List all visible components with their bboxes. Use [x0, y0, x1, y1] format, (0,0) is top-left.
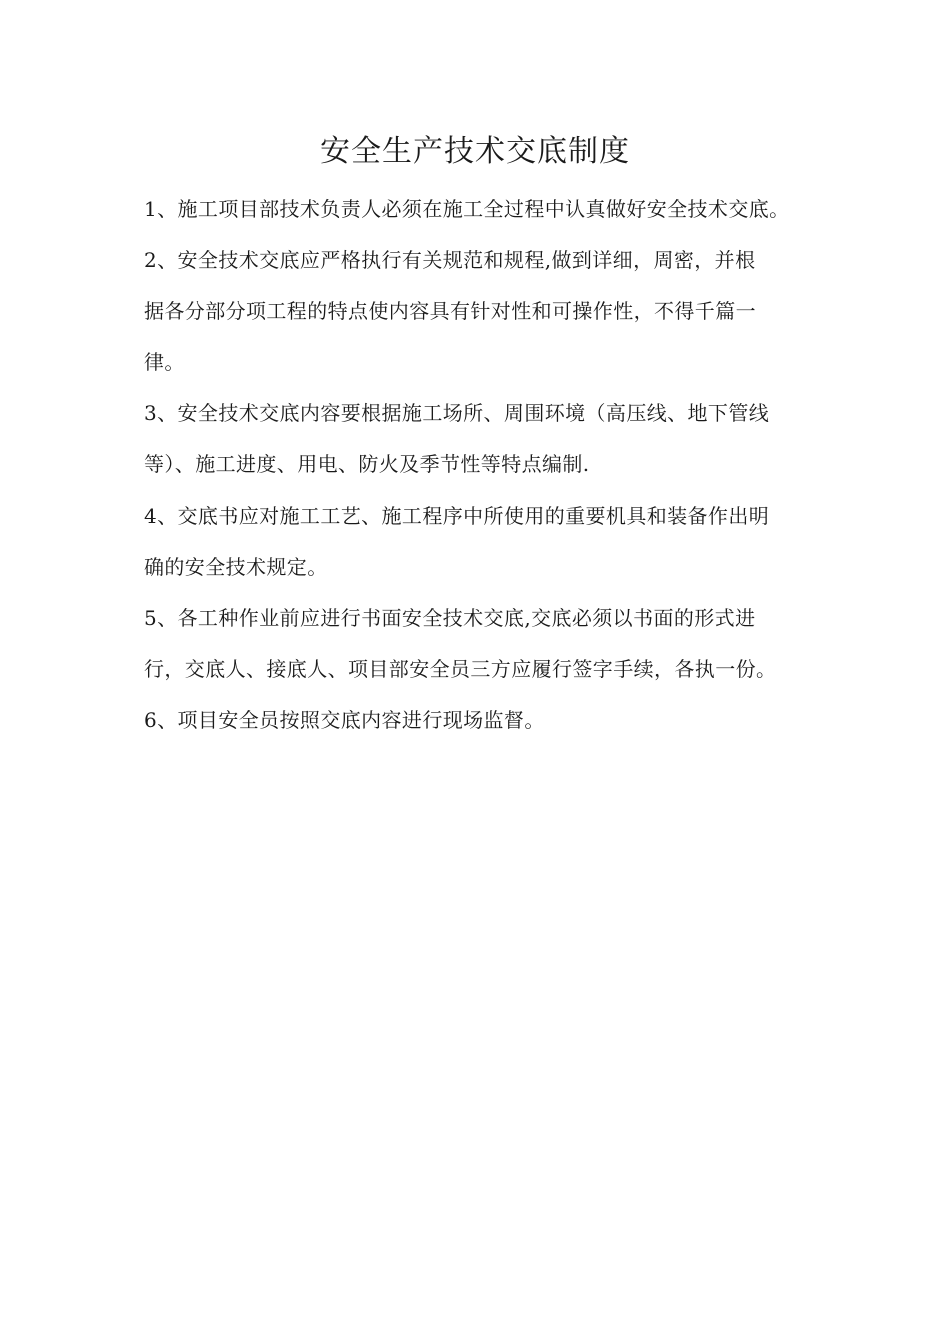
text-line-5: 3、安全技术交底内容要根据施工场所、周围环境（高压线、地下管线 [144, 401, 770, 425]
document-title: 安全生产技术交底制度 [320, 134, 630, 169]
text-line-2: 2、安全技术交底应严格执行有关规范和规程,做到详细，周密，并根 [144, 248, 756, 272]
text-line-10: 行，交底人、接底人、项目部安全员三方应履行签字手续，各执一份。 [144, 657, 777, 681]
text-line-6: 等）、施工进度、用电、防火及季节性等特点编制. [144, 452, 590, 476]
text-line-7: 4、交底书应对施工工艺、施工程序中所使用的重要机具和装备作出明 [144, 504, 770, 528]
text-line-8: 确的安全技术规定。 [144, 555, 328, 579]
text-line-3: 据各分部分项工程的特点使内容具有针对性和可操作性，不得千篇一 [144, 299, 756, 323]
text-line-11: 6、项目安全员按照交底内容进行现场监督。 [144, 708, 545, 732]
text-line-9: 5、各工种作业前应进行书面安全技术交底,交底必须以书面的形式进 [144, 606, 756, 630]
text-line-1: 1、施工项目部技术负责人必须在施工全过程中认真做好安全技术交底。 [144, 197, 790, 221]
text-line-4: 律。 [144, 350, 185, 374]
